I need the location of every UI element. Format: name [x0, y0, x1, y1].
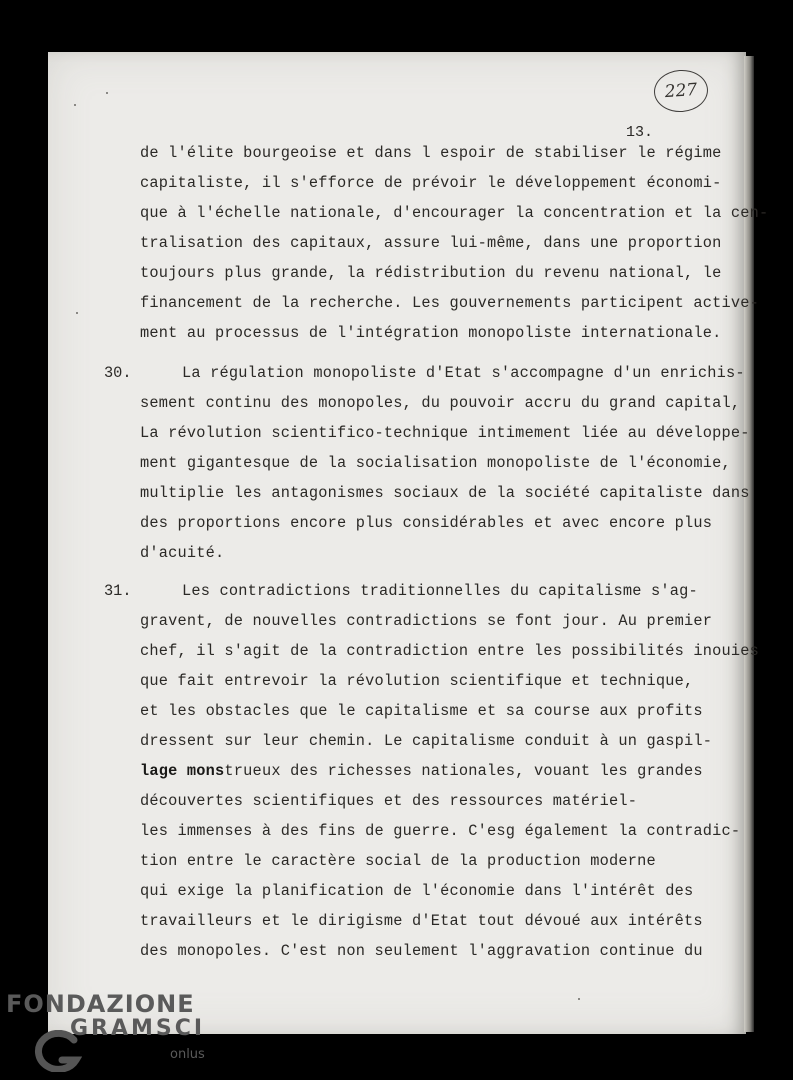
text-line: multiplie les antagonismes sociaux de la société capitaliste dans — [140, 484, 750, 502]
text-line: les immenses à des fins de guerre. C'esg également la contradic- — [140, 822, 741, 840]
text-line: gravent, de nouvelles contradictions se font jour. Au premier — [140, 612, 713, 630]
paper-speck — [578, 998, 580, 1000]
text-line: La révolution scientifico-technique intimement liée au développe- — [140, 424, 750, 442]
paragraph-31-first-line: 31. Les contradictions traditionnelles du capitalisme s'ag- — [0, 576, 793, 606]
text-line: que à l'échelle nationale, d'encourager la concentration et la cen- — [140, 204, 769, 222]
text-line: découvertes scientifiques et des ressources matériel- — [140, 792, 638, 810]
paper-speck — [74, 104, 76, 106]
text-line: travailleurs et le dirigisme d'Etat tout dévoué aux intérêts — [140, 912, 703, 930]
text-line: et les obstacles que le capitalisme et sa course aux profits — [140, 702, 703, 720]
text-line: que fait entrevoir la révolution scientifique et technique, — [140, 672, 694, 690]
text-line: de l'élite bourgeoise et dans l espoir de stabiliser le régime — [140, 144, 722, 162]
text-line: dressent sur leur chemin. Le capitalisme conduit à un gaspil- — [140, 732, 713, 750]
text-line: sement continu des monopoles, du pouvoir accru du grand capital, — [140, 394, 741, 412]
page-number: 13. — [626, 124, 654, 141]
text-line: toujours plus grande, la rédistribution du revenu national, le — [140, 264, 722, 282]
text-line: des monopoles. C'est non seulement l'aggravation continue du — [140, 942, 703, 960]
archive-number-stamp: 227 — [653, 68, 710, 114]
text-line: tralisation des capitaux, assure lui-même, dans une proportion — [140, 234, 722, 252]
text-line: ment au processus de l'intégration monopoliste internationale. — [140, 324, 722, 342]
text-line: d'acuité. — [140, 544, 225, 562]
text-line: des proportions encore plus considérables et avec encore plus — [140, 514, 713, 532]
struck-over-text: lage mons — [140, 762, 225, 780]
paragraph-number: 30. — [104, 364, 132, 382]
text-line: qui exige la planification de l'économie dans l'intérêt des — [140, 882, 694, 900]
text-line: financement de la recherche. Les gouvernements participent active- — [140, 294, 760, 312]
fondazione-gramsci-watermark: FONDAZIONE GRAMSCI onlus — [6, 990, 206, 1062]
text-line: capitaliste, il s'efforce de prévoir le développement économi- — [140, 174, 722, 192]
text-line: lage monstrueux des richesses nationales, vouant les grandes — [140, 762, 703, 780]
text-line: ment gigantesque de la socialisation monopoliste de l'économie, — [140, 454, 731, 472]
text-line: tion entre le caractère social de la production moderne — [140, 852, 656, 870]
paragraph-30-first-line: 30. La régulation monopoliste d'Etat s'accompagne d'un enrichis- — [0, 358, 793, 388]
paper-speck — [106, 92, 108, 94]
text-line: chef, il s'agit de la contradiction entre les possibilités inouies — [140, 642, 760, 660]
paragraph-number: 31. — [104, 582, 132, 600]
gramsci-logo-icon — [34, 1030, 82, 1072]
